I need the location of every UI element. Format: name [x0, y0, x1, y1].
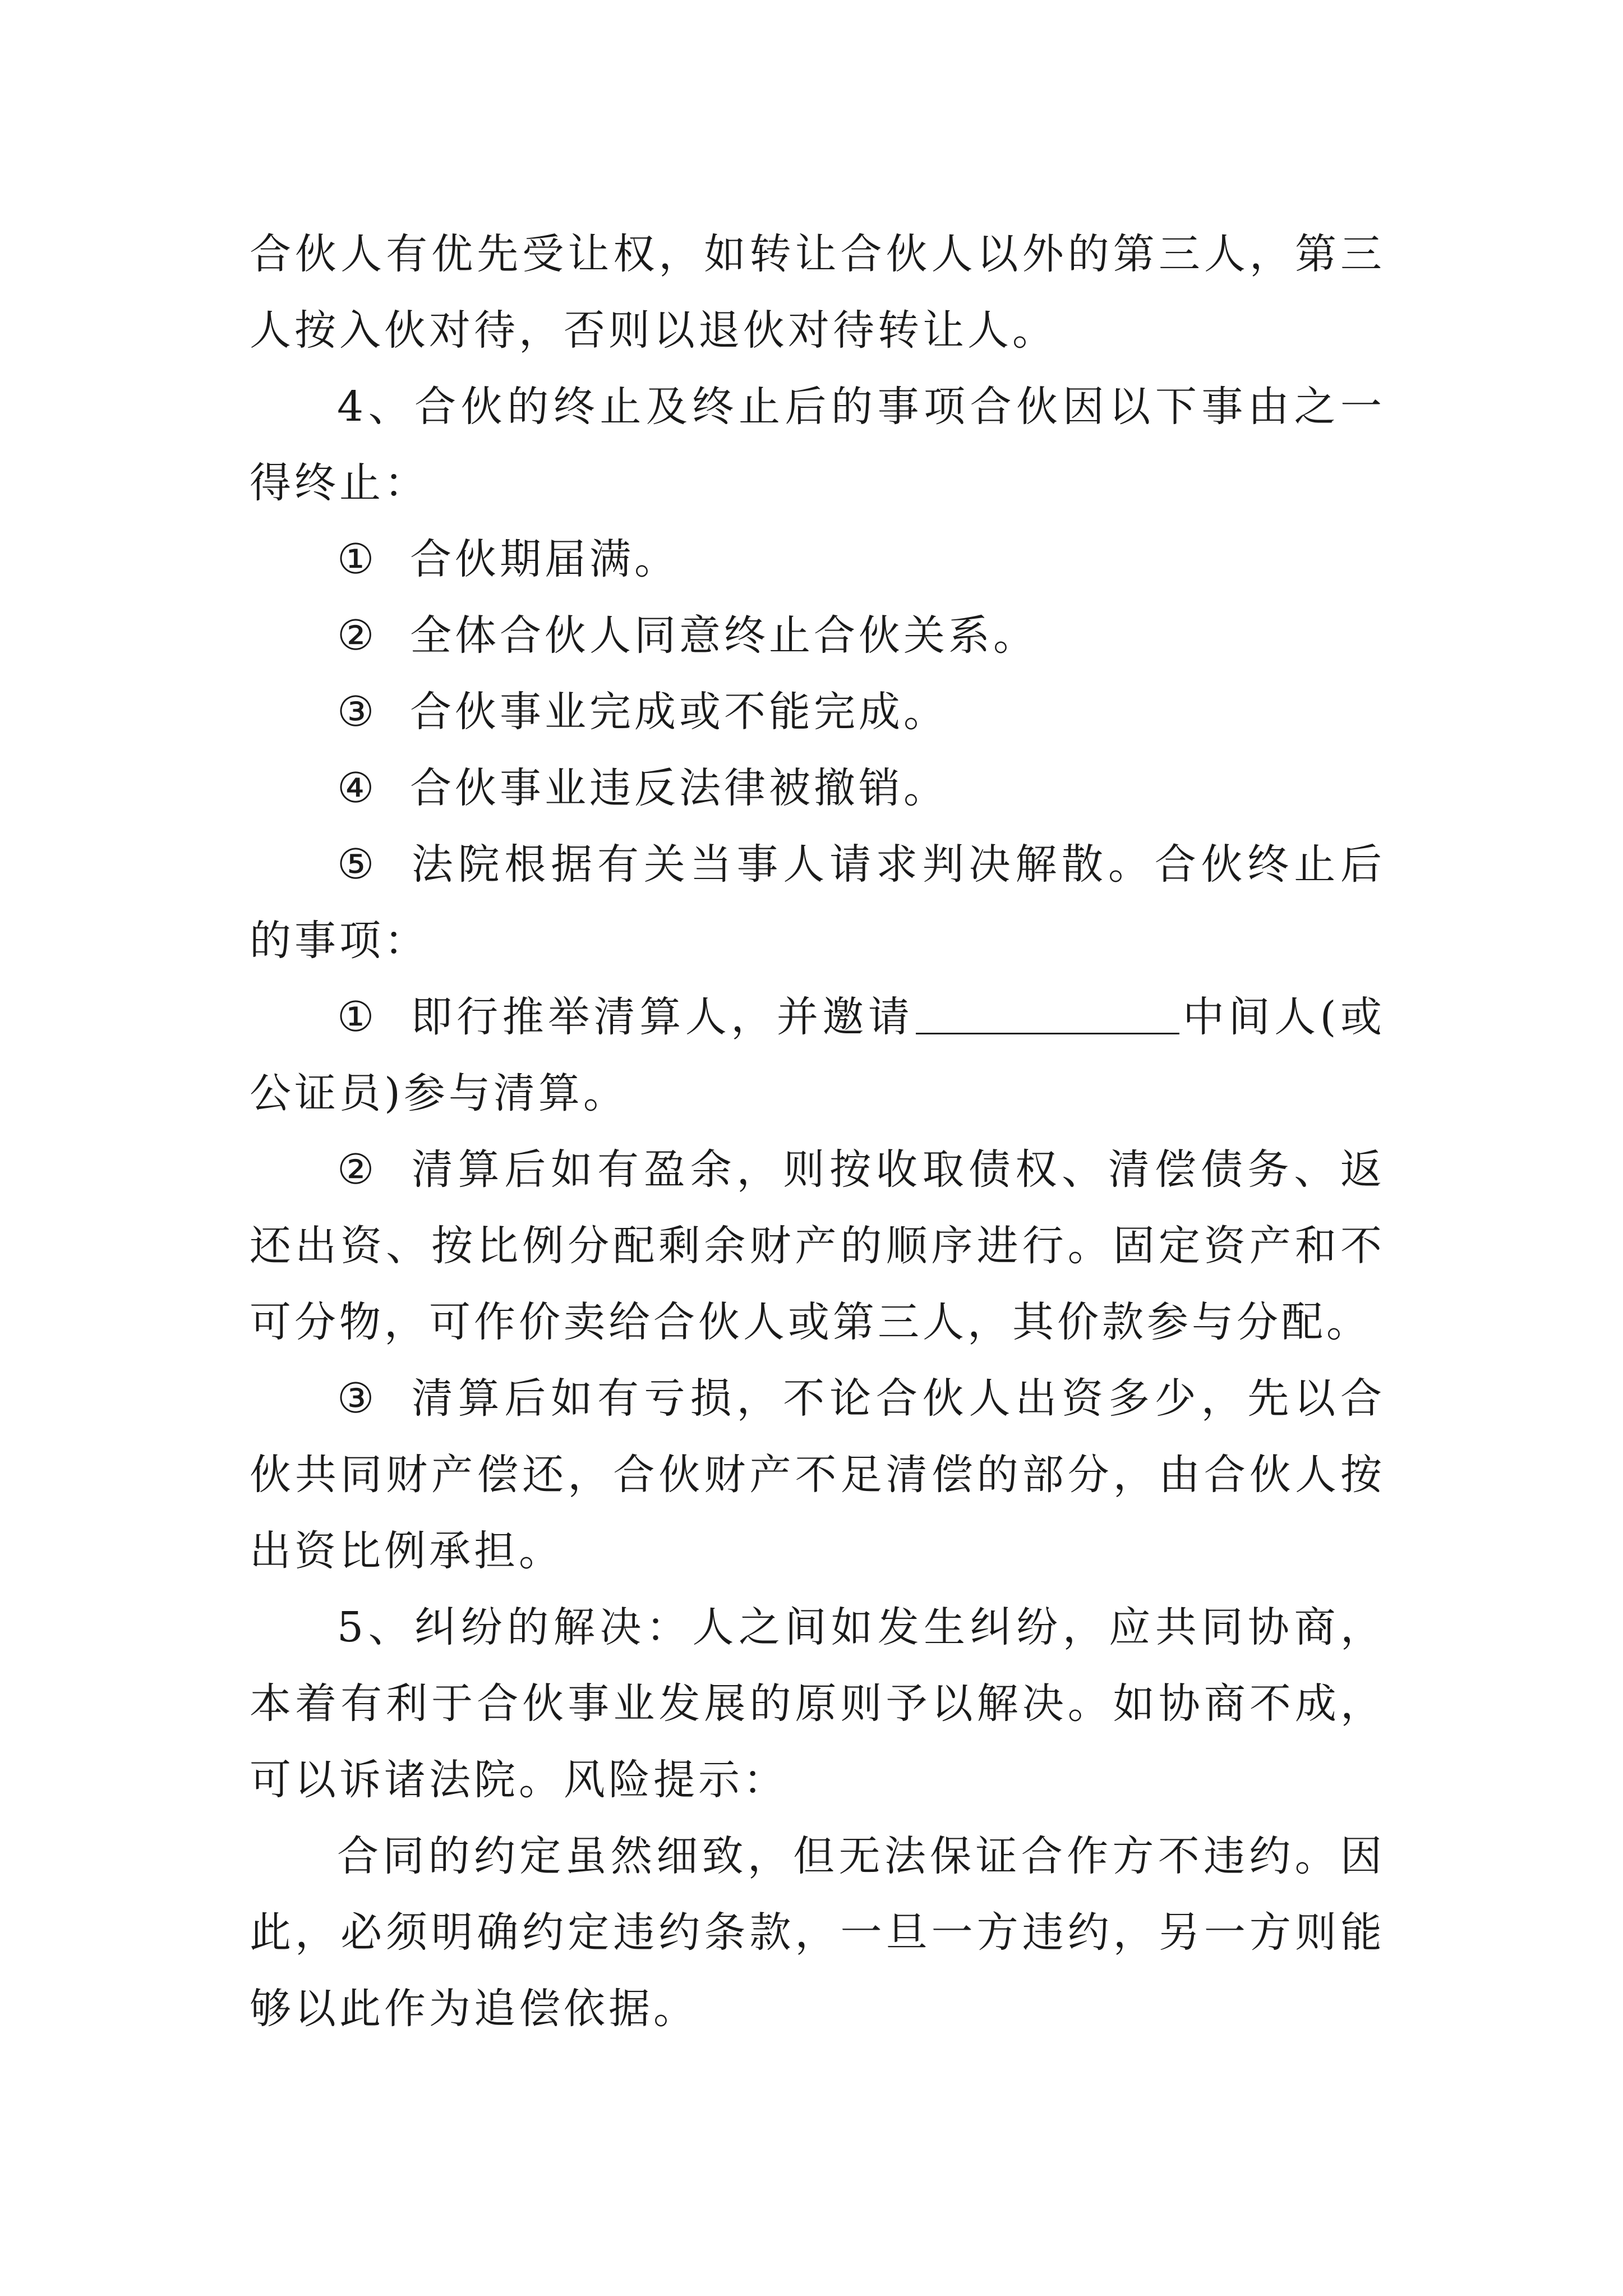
list-number: ④	[337, 764, 378, 812]
list-item-surplus	[250, 1131, 1385, 1360]
list-item-court-dissolution	[250, 826, 1385, 979]
list-item-all-agree	[250, 597, 1385, 674]
list-number: ①	[337, 535, 378, 583]
list-number: ②	[337, 611, 378, 660]
fill-in-blank-line	[916, 989, 1179, 1034]
paragraph-transfer-priority: 合伙人有优先受让权，如转让合伙人以外的第三人，第三人按入伙对待，否则以退伙对待转让人。	[250, 230, 1385, 355]
list-number: ③	[337, 1374, 378, 1423]
list-item-loss	[250, 1360, 1385, 1589]
list-item-text-after: 中间人(或公证员)参与清算。	[250, 993, 1386, 1117]
paragraph-dispute-resolution: 5、纠纷的解决：人之间如发生纠纷，应共同协商，本着有利于合伙事业发展的原则予以解决。如协商不成，可以诉诸法院。风险提示：	[250, 1603, 1385, 1804]
list-item-text: 全体合伙人同意终止合伙关系。	[410, 611, 1038, 660]
list-item-illegal-revoked	[250, 750, 1385, 826]
list-number: ①	[337, 993, 378, 1041]
list-item-business-complete	[250, 674, 1385, 750]
list-item-text: 合伙期届满。	[410, 535, 679, 583]
list-item-text: 法院根据有关当事人请求判决解散。合伙终止后的事项：	[250, 840, 1385, 965]
list-number: ③	[337, 688, 378, 736]
list-item-text: 合伙事业完成或不能完成。	[410, 688, 948, 736]
list-number: ②	[337, 1145, 378, 1194]
list-item-text: 合伙事业违反法律被撤销。	[410, 764, 948, 812]
list-number: ⑤	[337, 840, 378, 889]
document-body	[250, 216, 1385, 2047]
list-item-text: 清算后如有亏损，不论合伙人出资多少，先以合伙共同财产偿还，合伙财产不足清偿的部分，由合伙人按出资比例承担。	[250, 1374, 1385, 1575]
list-item-term-expired	[250, 521, 1385, 597]
paragraph-termination-heading: 4、合伙的终止及终止后的事项合伙因以下事由之一得终止：	[250, 383, 1385, 507]
paragraph-risk-warning: 合同的约定虽然细致，但无法保证合作方不违约。因此，必须明确约定违约条款，一旦一方违约，另一方则能够以此作为追偿依据。	[250, 1832, 1385, 2033]
list-item-text-before: 即行推举清算人，并邀请	[410, 993, 914, 1041]
list-item-text: 清算后如有盈余，则按收取债权、清偿债务、返还出资、按比例分配剩余财产的顺序进行。固定资产和不可分物，可作价卖给合伙人或第三人，其价款参与分配。	[250, 1145, 1385, 1346]
list-item-liquidator	[250, 979, 1385, 1131]
